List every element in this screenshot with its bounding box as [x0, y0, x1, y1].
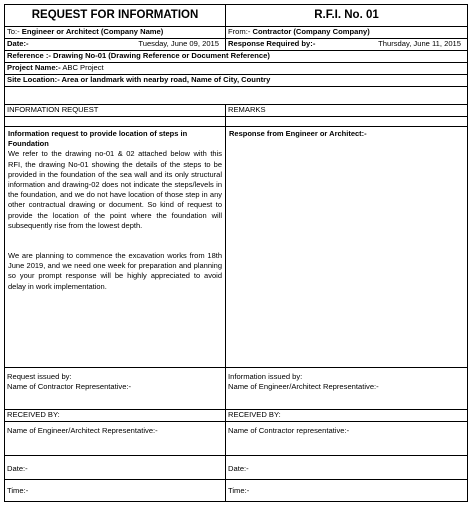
- site-location-text: Site Location:- Area or landmark with nearby road, Name of City, Country: [7, 75, 271, 84]
- rfi-number: R.F.I. No. 01: [314, 9, 379, 21]
- response-required-field: [226, 39, 467, 50]
- issued-row: [5, 368, 467, 410]
- received-by-right: RECEIVED BY:: [228, 410, 281, 419]
- information-issued-cell: [226, 368, 467, 409]
- received-by-left: RECEIVED BY:: [5, 410, 226, 421]
- to-from-row: [5, 27, 467, 39]
- received-title-row: [5, 410, 467, 422]
- project-value: ABC Project: [62, 63, 104, 72]
- remarks-cell: [226, 127, 467, 367]
- thin-gap-left: [5, 117, 226, 126]
- rfi-form: [4, 4, 468, 502]
- response-required-value: Thursday, June 11, 2015: [378, 39, 461, 48]
- received-rep-row: [5, 422, 467, 456]
- request-issued-title: Request issued by:: [7, 372, 72, 381]
- blank-gap-row: [5, 87, 467, 105]
- column-header-row: [5, 105, 467, 117]
- received-contractor-rep-field: Name of Contractor representative:-: [228, 426, 350, 435]
- footer-time-left: Time:-: [5, 480, 226, 501]
- request-heading: Information request to provide location of steps in Foundation: [8, 129, 188, 149]
- reference-text: Reference :- Drawing No-01 (Drawing Reference or Document Reference): [7, 51, 270, 60]
- information-request-cell: [5, 127, 226, 367]
- from-field: [226, 27, 467, 38]
- from-value: Contractor (Company Company): [252, 27, 370, 36]
- form-title: REQUEST FOR INFORMATION: [5, 5, 226, 26]
- date-label: Date:-: [7, 39, 29, 48]
- header-row: [5, 5, 467, 27]
- received-engineer-rep-field: Name of Engineer/Architect Representative:-: [5, 422, 226, 455]
- remarks-header: REMARKS: [228, 105, 266, 114]
- date-value: Tuesday, June 09, 2015: [138, 39, 219, 48]
- information-request-header: INFORMATION REQUEST: [5, 105, 226, 116]
- request-body-row: [5, 127, 467, 368]
- footer-date-left: Date:-: [5, 456, 226, 479]
- information-issued-title: Information issued by:: [228, 372, 303, 381]
- engineer-rep-field: Name of Engineer/Architect Representative:-: [228, 382, 379, 391]
- project-label: Project Name:-: [7, 63, 61, 72]
- footer-date-right: Date:-: [228, 464, 249, 473]
- date-field: [5, 39, 226, 50]
- request-issued-cell: [5, 368, 226, 409]
- request-paragraph-1: We refer to the drawing no-01 & 02 attached below with this RFI, the drawing No-01 showing the details of the steps to be provided in the foundation of the sea wall and its only structural information and drawing-02 does not indicate the steps/levels in the foundation, and we do not have location of those step in any other contractual drawing or document. So kind of request to provide the location of the point where the foundation will subsequently rise from the lowest depth.: [8, 149, 222, 230]
- footer-time-row: [5, 480, 467, 501]
- reference-row: [5, 51, 467, 63]
- thin-gap-row: [5, 117, 467, 127]
- footer-time-right: Time:-: [228, 486, 250, 495]
- footer-date-row: [5, 456, 467, 480]
- contractor-rep-field: Name of Contractor Representative:-: [7, 382, 132, 391]
- site-location-row: [5, 75, 467, 87]
- request-paragraph-2: We are planning to commence the excavation works from 18th June 2019, and we need one week for preparation and planning so your prompt response will be highly appreciated to avoid delay in work implementation.: [8, 251, 222, 291]
- project-row: [5, 63, 467, 75]
- from-label: From:-: [228, 27, 251, 36]
- to-label: To:-: [7, 27, 20, 36]
- project-field: [5, 63, 467, 74]
- dates-row: [5, 39, 467, 51]
- response-heading: Response from Engineer or Architect:-: [229, 129, 367, 138]
- to-value: Engineer or Architect (Company Name): [21, 27, 164, 36]
- to-field: [5, 27, 226, 38]
- response-required-label: Response Required by:-: [228, 39, 316, 48]
